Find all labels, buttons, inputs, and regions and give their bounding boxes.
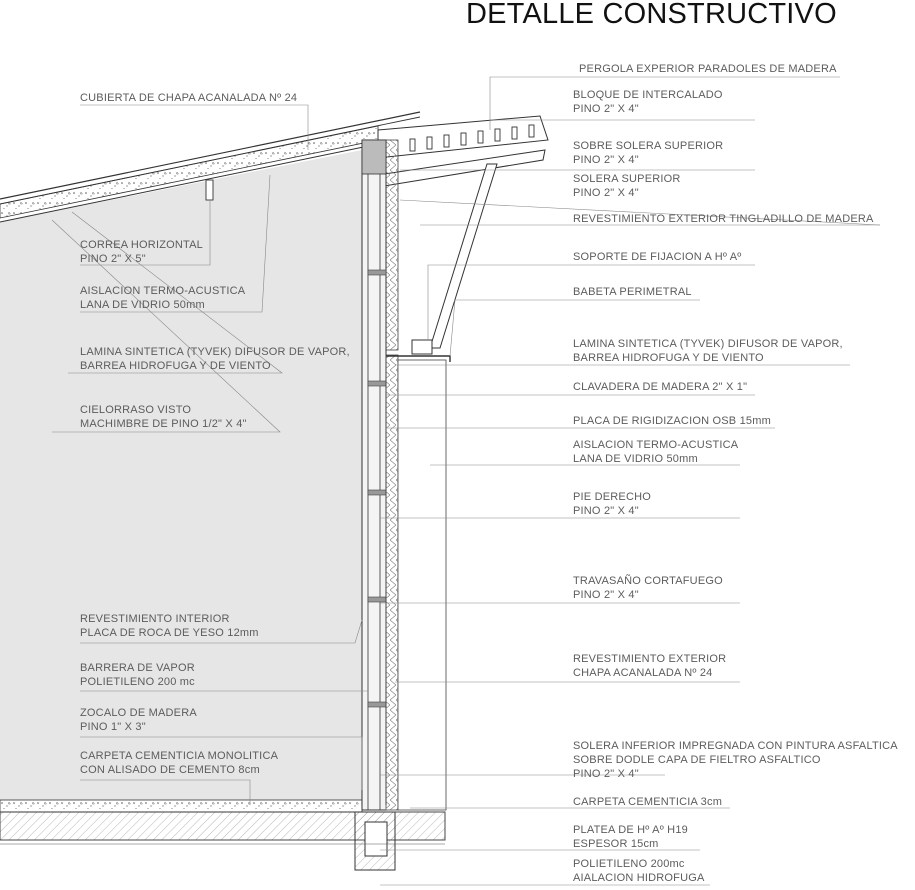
label-line: CIELORRASO VISTO [80,404,192,416]
wall-frame [362,140,386,810]
label-line: SOPORTE DE FIJACION A Hº Aº [573,251,742,263]
label-line: CORREA HORIZONTAL [80,239,203,251]
label-correa [80,238,203,266]
wall-cavity [398,360,446,810]
label-line: POLIETILENO 200 mc [80,676,195,688]
label-line: CLAVADERA DE MADERA 2" X 1" [573,381,748,393]
label-line: CHAPA ACANALADA Nº 24 [573,667,713,679]
label-line: LAMINA SINTETICA (TYVEK) DIFUSOR DE VAPOR, [80,346,350,358]
label-line: CON ALISADO DE CEMENTO 8cm [80,764,260,776]
label-line: CARPETA CEMENTICIA 3cm [573,796,723,808]
label-sobre-solera [573,139,723,167]
label-line: SOLERA INFERIOR IMPREGNADA CON PINTURA ASFALTICA [573,740,898,752]
label-line: AISLACION TERMO-ACUSTICA [573,439,739,451]
label-cielorraso [80,403,247,431]
label-line: SOBRE DODLE CAPA DE FIELTRO ASFALTICO [573,754,821,766]
label-line: MACHIMBRE DE PINO 1/2" X 4" [80,418,247,430]
support-bracket [412,340,432,354]
label-line: AISLACION TERMO-ACUSTICA [80,285,246,297]
label-aislacion-muro [573,438,738,466]
label-line: BARREA HIDROFUGA Y DE VIENTO [80,360,271,372]
pergola-structure [378,116,548,348]
label-soporte [573,250,742,264]
label-rev-interior [80,612,259,640]
label-line: BARRERA DE VAPOR [80,662,195,674]
label-pie-derecho [573,490,651,518]
label-line: ESPESOR 15cm [573,838,659,850]
label-line: PLACA DE RIGIDIZACION OSB 15mm [573,415,771,427]
exterior-siding [386,140,398,350]
label-clavadera [573,380,747,394]
label-line: POLIETILENO 200mc [573,858,685,870]
label-solera-inferior [573,739,898,781]
label-line: PINO 2" X 5" [80,253,146,265]
label-line: CARPETA CEMENTICIA MONOLITICA [80,750,279,762]
label-line: PLACA DE ROCA DE YESO 12mm [80,627,259,639]
label-zocalo [80,706,197,734]
label-carpeta-monolitica [80,749,278,777]
label-aislacion-techo [80,284,245,312]
label-line: ZOCALO DE MADERA [80,707,197,719]
label-line: PINO 2" X 4" [573,154,639,166]
label-osb [573,414,771,428]
label-line: TRAVASAÑO CORTAFUEGO [573,575,723,587]
page-title: DETALLE CONSTRUCTIVO [466,0,837,30]
label-line: BLOQUE DE INTERCALADO [573,89,723,101]
label-line: SOLERA SUPERIOR [573,173,681,185]
label-line: SOBRE SOLERA SUPERIOR [573,140,724,152]
label-carpeta-3cm [573,795,722,809]
label-rev-exterior-chapa [573,652,726,680]
exterior-corrugated-sheet [386,355,398,810]
label-line: LANA DE VIDRIO 50mm [80,299,205,311]
label-travesano [573,574,723,602]
label-line: PINO 2" X 4" [573,505,639,517]
label-barrera-vapor [80,661,195,689]
label-line: PERGOLA EXPERIOR PARADOLES DE MADERA [579,63,837,75]
label-line: CUBIERTA DE CHAPA ACANALADA Nº 24 [80,92,298,104]
label-tyvek-muro [573,337,843,365]
label-line: BARREA HIDROFUGA Y DE VIENTO [573,352,764,364]
label-platea [573,823,688,851]
label-polietileno [573,857,705,885]
label-line: PINO 2" X 4" [573,768,639,780]
label-cubierta [80,91,297,105]
label-line: BABETA PERIMETRAL [573,286,692,298]
label-line: AIALACION HIDROFUGA [573,872,705,884]
label-line: LAMINA SINTETICA (TYVEK) DIFUSOR DE VAPOR, [573,338,843,350]
label-line: REVESTIMIENTO EXTERIOR [573,653,727,665]
label-line: PIE DERECHO [573,491,651,503]
label-line: PINO 1" X 3" [80,721,146,733]
label-solera-superior [573,172,681,200]
label-line: PLATEA DE Hº Aº H19 [573,824,688,836]
label-pergola [579,62,837,76]
label-bloque [573,88,723,116]
label-line: REVESTIMIENTO INTERIOR [80,613,230,625]
label-line: PINO 2" X 4" [573,589,639,601]
label-line: REVESTIMIENTO EXTERIOR TINGLADILLO DE MADERA [573,213,874,225]
label-babeta [573,285,692,299]
label-tyvek-techo [80,345,350,373]
label-tingladillo [573,212,874,226]
label-line: LANA DE VIDRIO 50mm [573,453,698,465]
label-line: PINO 2" X 4" [573,103,639,115]
label-line: PINO 2" X 4" [573,187,639,199]
